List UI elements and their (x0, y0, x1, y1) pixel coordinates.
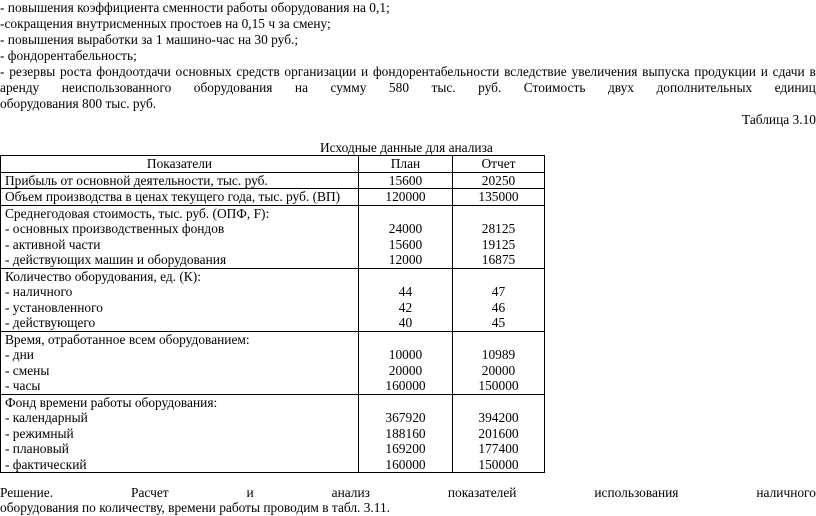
intro-line: - фондорентабельность; (0, 48, 137, 63)
fact-value: 150000 (478, 378, 519, 393)
word: наличного (756, 485, 816, 500)
plan-value (359, 395, 452, 411)
row-label: Фонд времени работы оборудования: (5, 394, 218, 410)
intro-line: - повышения коэффициента сменности работы оборудования на 0,1; (0, 0, 390, 15)
plan-value: 12000 (388, 252, 423, 267)
plan-value: 367920 (385, 410, 426, 425)
word: единиц (774, 80, 816, 95)
word: средств (236, 64, 280, 79)
fact-value-cell (453, 268, 545, 331)
fact-value: 20000 (481, 362, 516, 378)
word: - (0, 64, 5, 79)
word: фондоотдачи (96, 64, 171, 79)
solution-line-2: оборудования по количеству, времени работы проводим в табл. 3.11. (0, 500, 391, 515)
word: Решение. (0, 485, 54, 500)
fact-value: 20250 (481, 172, 516, 188)
row-label: - плановый (5, 441, 69, 456)
word: организации (284, 64, 357, 79)
row-label: - наличного (5, 284, 73, 299)
row-label: Прибыль от основной деятельности, тыс. руб. (5, 172, 268, 188)
fact-value-cell (453, 394, 545, 473)
word: вследствие (504, 64, 567, 79)
paragraph-line-2 (0, 80, 816, 96)
plan-value-cell (359, 172, 453, 189)
word: и (246, 485, 254, 500)
solution-line-1 (0, 485, 816, 501)
word: продукции (694, 64, 756, 79)
word: неиспользованного (61, 80, 172, 95)
fact-value: 45 (491, 315, 506, 330)
plan-value: 24000 (388, 221, 423, 236)
row-label: Количество оборудования, ед. (К): (5, 268, 201, 284)
table-label: Таблица 3.10 (741, 112, 816, 127)
table-row (1, 172, 545, 189)
row-label: - действующих машин и оборудования (5, 252, 227, 267)
fact-value-cell (453, 189, 545, 206)
table-row (1, 331, 545, 394)
row-label: Время, отработанное всем оборудованием: (5, 331, 250, 347)
word: и (361, 64, 369, 79)
fact-value: 28125 (481, 221, 516, 236)
fact-value (453, 269, 544, 285)
word: фондорентабельности (372, 64, 500, 79)
row-label-cell (1, 189, 359, 206)
word: использования (594, 485, 679, 500)
plan-value: 120000 (385, 189, 426, 204)
word: сдачи (772, 64, 805, 79)
row-label-cell (1, 268, 359, 331)
row-label-cell (1, 205, 359, 268)
fact-value (453, 332, 544, 348)
fact-value: 201600 (478, 425, 519, 441)
word: анализ (331, 485, 370, 500)
plan-value (359, 269, 452, 285)
plan-value: 169200 (385, 441, 426, 456)
row-label: - календарный (5, 410, 88, 425)
word: аренду (0, 80, 40, 95)
fact-value: 47 (491, 284, 506, 299)
row-label: - установленного (5, 299, 103, 315)
row-label-cell (1, 331, 359, 394)
plan-value (359, 206, 452, 222)
header-fact: Отчет (453, 156, 545, 173)
table-row (1, 205, 545, 268)
plan-value-cell (359, 189, 453, 206)
word: тыс. (431, 80, 456, 95)
plan-value-cell (359, 394, 453, 473)
paragraph-line-1 (0, 64, 816, 80)
plan-value: 42 (398, 299, 413, 315)
table-row (1, 189, 545, 206)
plan-value: 188160 (385, 425, 426, 441)
word: Стоимость (523, 80, 586, 95)
fact-value: 150000 (478, 456, 519, 472)
plan-value (359, 332, 452, 348)
row-label: Объем производства в ценах текущего года, тыс. руб. (ВП) (5, 189, 341, 204)
intro-line: - повышения выработки за 1 машино-час на 30 руб.; (0, 32, 299, 47)
row-label: - действующего (5, 315, 96, 330)
fact-value (453, 395, 544, 411)
fact-value: 394200 (478, 410, 519, 425)
fact-value: 46 (491, 299, 506, 315)
table-header-row (1, 156, 545, 173)
word: на (294, 80, 309, 95)
word: Расчет (131, 485, 169, 500)
plan-value: 160000 (385, 378, 426, 393)
fact-value-cell (453, 205, 545, 268)
header-indicators: Показатели (1, 156, 359, 173)
row-label: - фактический (5, 456, 87, 472)
plan-value-cell (359, 205, 453, 268)
data-table (0, 155, 545, 473)
plan-value: 40 (398, 315, 413, 330)
plan-value: 20000 (388, 362, 423, 378)
fact-value-cell (453, 331, 545, 394)
row-label: - смены (5, 362, 50, 378)
word: сумму (330, 80, 367, 95)
row-label: - основных производственных фондов (5, 221, 225, 236)
fact-value: 177400 (478, 441, 519, 456)
word: 580 (388, 80, 410, 95)
fact-value (453, 206, 544, 222)
fact-value: 135000 (478, 189, 519, 204)
fact-value: 10989 (481, 347, 516, 362)
table-caption: Исходные данные для анализа (320, 140, 493, 155)
plan-value: 44 (398, 284, 413, 299)
plan-value: 160000 (385, 456, 426, 472)
paragraph-line-3: оборудования 800 тыс. руб. (0, 96, 157, 111)
row-label: - дни (5, 347, 34, 362)
plan-value-cell (359, 331, 453, 394)
word: и (760, 64, 768, 79)
fact-value-cell (453, 172, 545, 189)
word: двух (607, 80, 635, 95)
word: показателей (447, 485, 517, 500)
word: руб. (478, 80, 502, 95)
intro-line: -сокращения внутрисменных простоев на 0,15 ч за смену; (0, 16, 331, 31)
word: роста (60, 64, 92, 79)
fact-value: 16875 (481, 252, 516, 267)
fact-value: 19125 (481, 236, 516, 252)
word: резервы (9, 64, 56, 79)
word: в (809, 64, 816, 79)
row-label-cell (1, 394, 359, 473)
plan-value: 15600 (388, 236, 423, 252)
word: выпуска (642, 64, 690, 79)
row-label-cell (1, 172, 359, 189)
row-label: - режимный (5, 425, 74, 441)
word: увеличения (571, 64, 638, 79)
plan-value-cell (359, 268, 453, 331)
word: оборудования (193, 80, 273, 95)
plan-value: 10000 (388, 347, 423, 362)
plan-value: 15600 (388, 172, 423, 188)
word: основных (175, 64, 232, 79)
row-label: - часы (5, 378, 41, 393)
row-label: - активной части (5, 236, 101, 252)
header-plan: План (359, 156, 453, 173)
table-row (1, 268, 545, 331)
table-row (1, 394, 545, 473)
row-label: Среднегодовая стоимость, тыс. руб. (ОПФ, F): (5, 205, 270, 221)
word: дополнительных (656, 80, 753, 95)
